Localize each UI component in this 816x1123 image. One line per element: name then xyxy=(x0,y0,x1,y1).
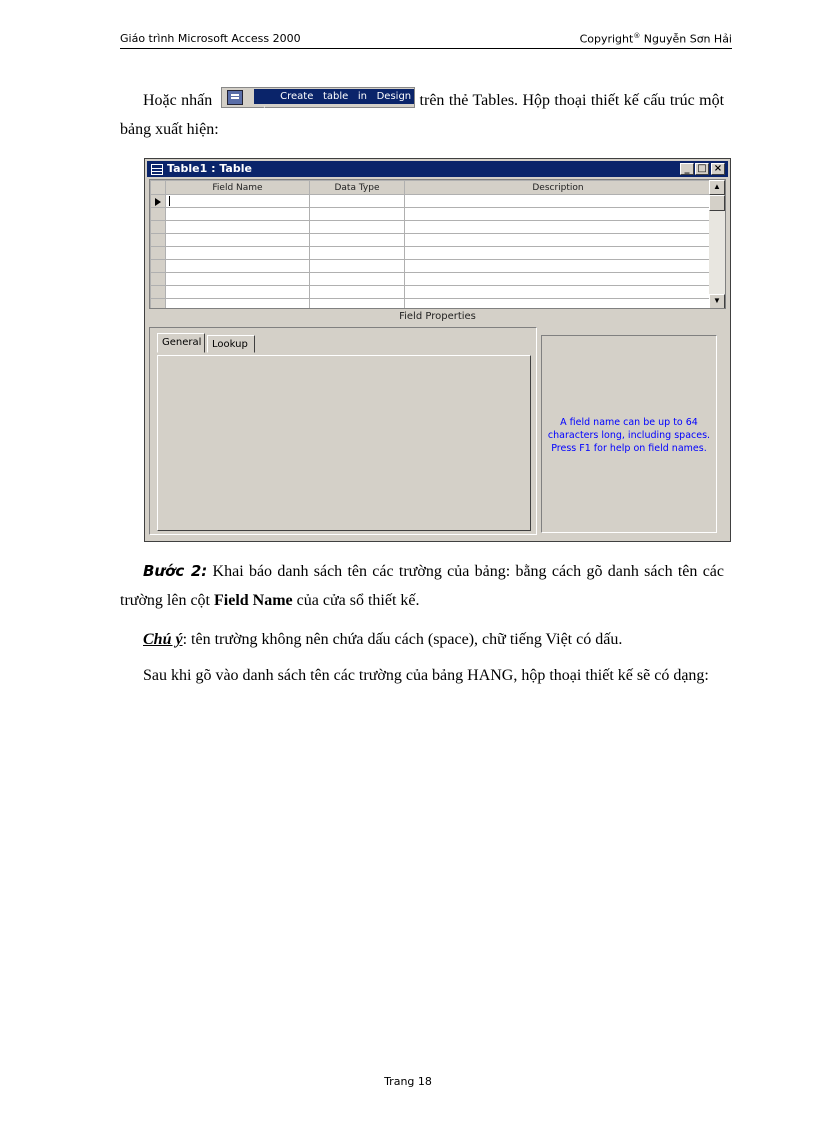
minimize-button[interactable]: _ xyxy=(680,163,694,175)
field-name-cell[interactable] xyxy=(166,286,310,299)
header-book-title: Giáo trình Microsoft Access 2000 xyxy=(120,32,301,45)
table-row[interactable] xyxy=(151,208,712,221)
field-grid[interactable] xyxy=(149,179,726,309)
scroll-up-icon[interactable]: ▲ xyxy=(709,180,725,195)
column-header-description: Description xyxy=(405,181,712,195)
field-name-hint xyxy=(542,416,716,455)
field-name-cell[interactable] xyxy=(166,247,310,260)
field-name-cell[interactable] xyxy=(166,208,310,221)
description-cell[interactable] xyxy=(405,286,712,299)
table-row[interactable] xyxy=(151,221,712,234)
table-row[interactable] xyxy=(151,247,712,260)
data-type-cell[interactable] xyxy=(310,221,405,234)
field-name-cell[interactable] xyxy=(166,299,310,310)
grid-corner xyxy=(151,181,166,195)
data-type-cell[interactable] xyxy=(310,208,405,221)
table-design-icon xyxy=(227,90,243,105)
data-type-cell[interactable] xyxy=(310,260,405,273)
row-selector[interactable] xyxy=(151,234,166,247)
column-header-field-name: Field Name xyxy=(166,181,310,195)
note-text: : tên trường không nên chứa dấu cách (space), chữ tiếng Việt có dấu. xyxy=(182,631,623,648)
data-type-cell[interactable] xyxy=(310,247,405,260)
description-cell[interactable] xyxy=(405,234,712,247)
create-table-button-label: Create table in Design view xyxy=(254,89,414,104)
row-selector[interactable] xyxy=(151,273,166,286)
maximize-button[interactable]: □ xyxy=(695,163,709,175)
hint-line: Press F1 for help on field names. xyxy=(551,443,707,454)
step2-bold-term: Field Name xyxy=(214,592,293,609)
description-cell[interactable] xyxy=(405,260,712,273)
current-row-arrow-icon xyxy=(155,198,161,206)
table-row[interactable] xyxy=(151,299,712,310)
hint-line: A field name can be up to 64 xyxy=(560,417,698,428)
row-selector[interactable] xyxy=(151,221,166,234)
table-row[interactable] xyxy=(151,286,712,299)
copyright-text: Copyright xyxy=(579,32,634,46)
tab-lookup[interactable]: Lookup xyxy=(207,335,255,353)
description-cell[interactable] xyxy=(405,299,712,310)
vertical-scrollbar[interactable] xyxy=(709,180,725,308)
tab-general[interactable]: General xyxy=(157,333,205,353)
data-type-cell[interactable] xyxy=(310,273,405,286)
note-label: Chú ý xyxy=(143,631,183,648)
row-selector[interactable] xyxy=(151,286,166,299)
description-cell[interactable] xyxy=(405,195,712,208)
row-selector[interactable] xyxy=(151,195,166,208)
intro-suffix: trên thẻ Tables. Hộp thoại thiết kế cấu trúc một bảng xuất hiện: xyxy=(120,92,725,138)
field-name-cell[interactable] xyxy=(166,273,310,286)
field-name-cell[interactable] xyxy=(166,260,310,273)
window-title-bar xyxy=(147,161,728,177)
row-selector[interactable] xyxy=(151,247,166,260)
field-name-cell[interactable] xyxy=(166,221,310,234)
closing-paragraph: Sau khi gõ vào danh sách tên các trường của bảng HANG, hộp thoại thiết kế sẽ có dạng: xyxy=(143,667,709,684)
description-cell[interactable] xyxy=(405,221,712,234)
table-design-window xyxy=(144,158,731,542)
registered-mark: ® xyxy=(633,32,641,40)
step2-text: Khai báo danh sách tên các trường của bảng: bằng cách gõ danh sách tên các trường lên cột xyxy=(120,563,725,609)
scroll-down-icon[interactable]: ▼ xyxy=(709,294,725,309)
table-row[interactable] xyxy=(151,260,712,273)
data-type-cell[interactable] xyxy=(310,286,405,299)
note-paragraph xyxy=(120,625,724,654)
window-title: Table1 : Table xyxy=(167,162,252,175)
step2-paragraph xyxy=(120,557,724,615)
hint-line: characters long, including spaces. xyxy=(547,430,711,441)
scroll-thumb[interactable] xyxy=(709,195,725,211)
text-cursor xyxy=(169,196,170,206)
data-type-cell[interactable] xyxy=(310,234,405,247)
row-selector[interactable] xyxy=(151,208,166,221)
column-header-data-type: Data Type xyxy=(310,181,405,195)
step2-text-end: của cửa sổ thiết kế. xyxy=(292,592,420,609)
general-tab-page xyxy=(157,355,531,531)
intro-paragraph xyxy=(120,84,724,144)
intro-prefix: Hoặc nhấn xyxy=(143,92,213,109)
table-icon xyxy=(151,164,163,175)
page-header xyxy=(120,32,732,49)
table-row[interactable] xyxy=(151,273,712,286)
help-hint-panel xyxy=(541,335,717,533)
row-selector[interactable] xyxy=(151,299,166,310)
author-name: Nguyễn Sơn Hải xyxy=(640,32,732,46)
header-copyright xyxy=(580,32,732,46)
create-table-design-view-button[interactable] xyxy=(221,87,415,117)
page-number: Trang 18 xyxy=(384,1075,432,1088)
close-button[interactable]: × xyxy=(711,163,725,175)
field-name-cell[interactable] xyxy=(166,195,310,208)
field-properties-label: Field Properties xyxy=(399,311,476,322)
data-type-cell[interactable] xyxy=(310,299,405,310)
field-name-cell[interactable] xyxy=(166,234,310,247)
description-cell[interactable] xyxy=(405,273,712,286)
description-cell[interactable] xyxy=(405,208,712,221)
row-selector[interactable] xyxy=(151,260,166,273)
table-row[interactable] xyxy=(151,234,712,247)
description-cell[interactable] xyxy=(405,247,712,260)
table-row[interactable] xyxy=(151,195,712,208)
step2-label: Bước 2: xyxy=(143,562,208,580)
data-type-cell[interactable] xyxy=(310,195,405,208)
